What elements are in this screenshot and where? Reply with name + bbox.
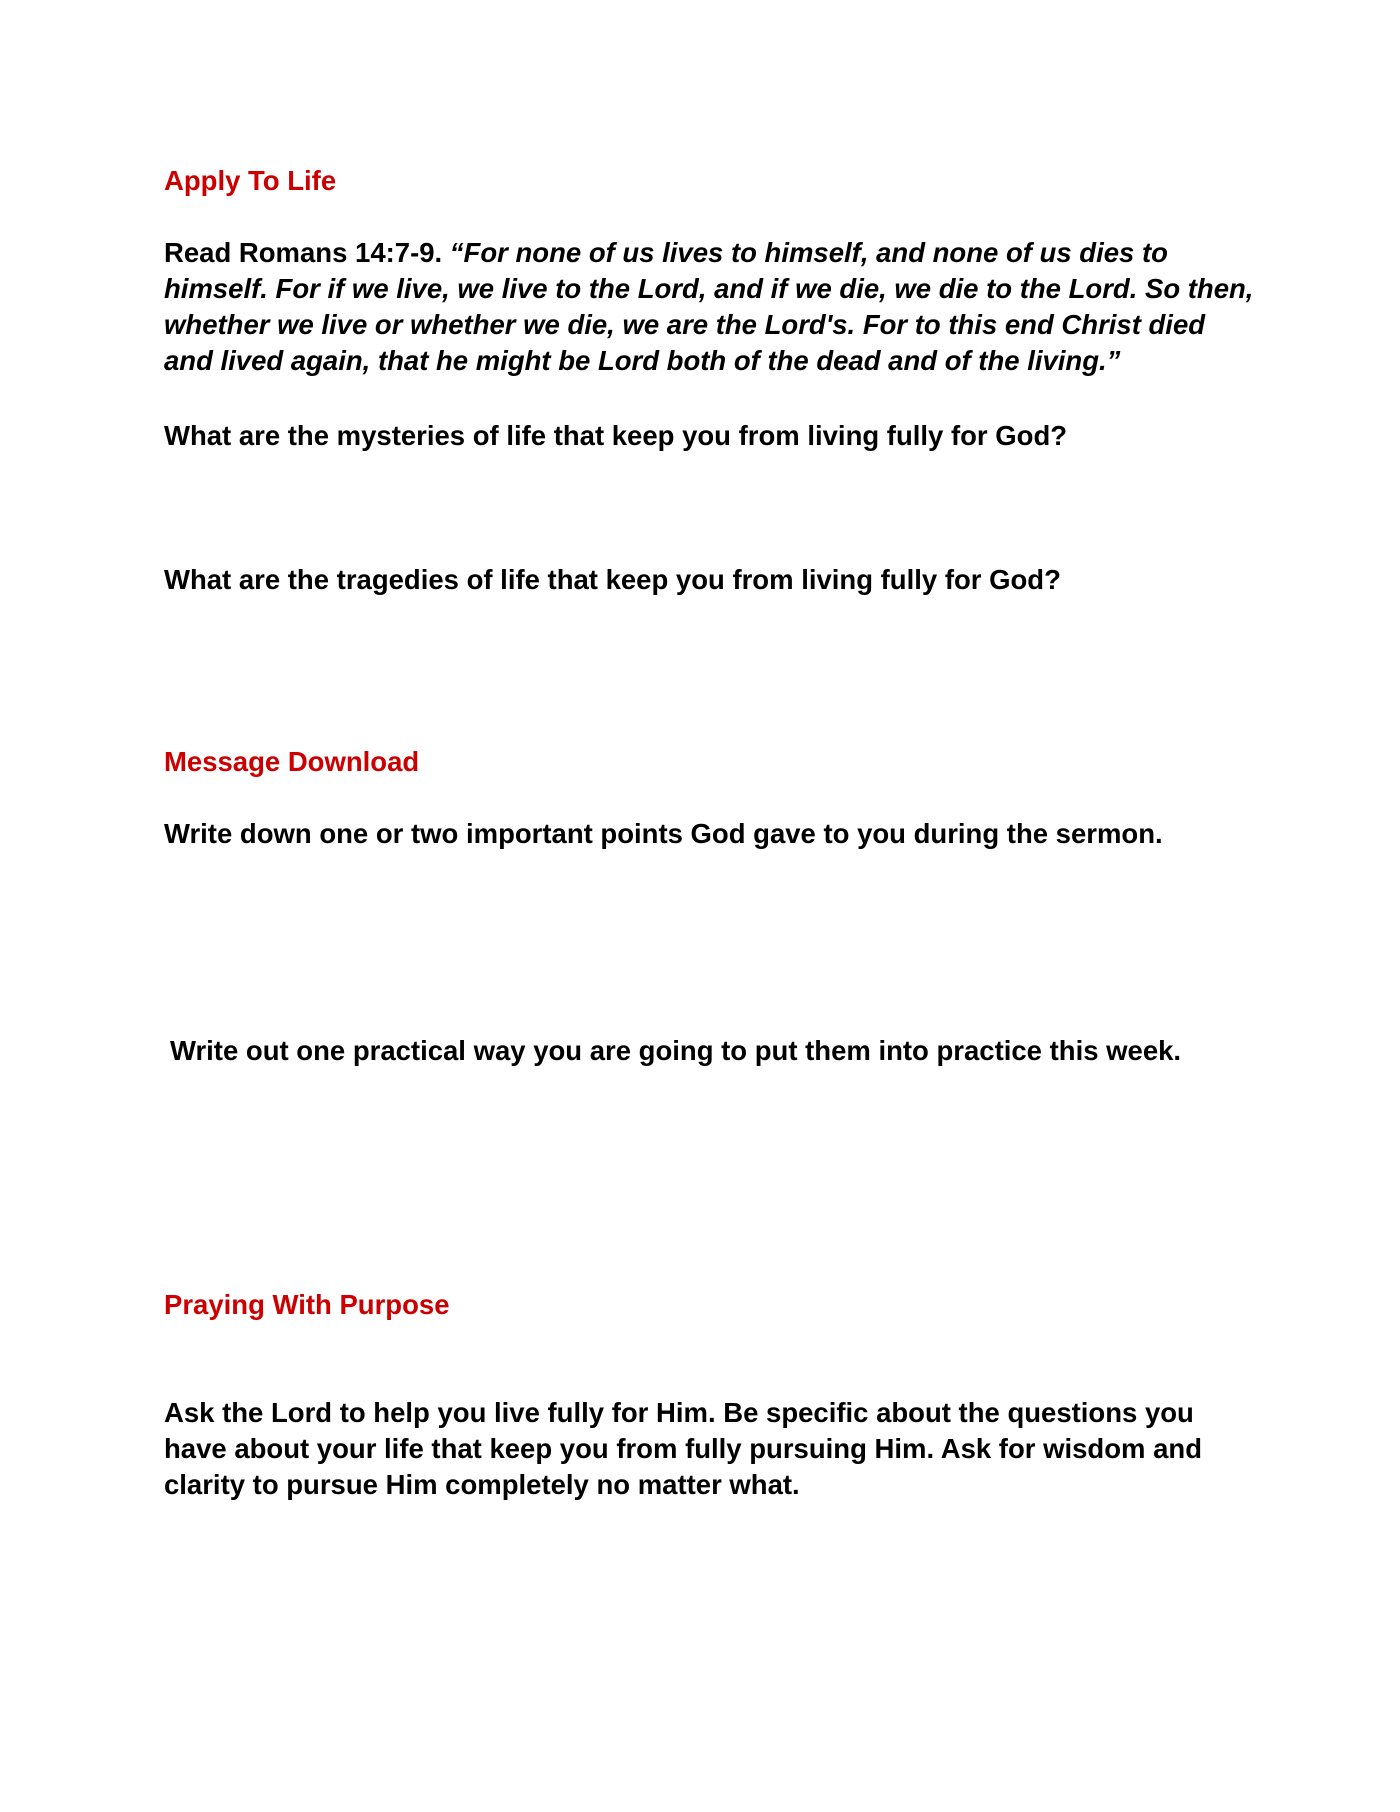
prayer-guidance-text: Ask the Lord to help you live fully for Him. Be specific about the questions you have about your life that keep you from fully pursuing Him. Ask for wisdom and clarity to pursue Him completely no matter what. (164, 1397, 1203, 1500)
section-heading-apply-to-life: Apply To Life (164, 165, 337, 196)
prompt-practical-way: Write out one practical way you are going to put them into practice this week. (170, 1035, 1182, 1066)
prompt-important-points: Write down one or two important points God gave to you during the sermon. (164, 818, 1163, 849)
scripture-verse-text: “For none of us lives to himself, and none of us dies to himself. For if we live, we live to the Lord, and if we die, we die to the Lord. So then, whether we live or whether we die, we are the Lord's. For to this end Christ died and lived again, that he might be Lord both of the dead and of the living.” (164, 237, 1254, 376)
question-tragedies-of-life: What are the tragedies of life that keep you from living fully for God? (164, 564, 1061, 595)
section-heading-praying-with-purpose: Praying With Purpose (164, 1289, 450, 1320)
question-mysteries-of-life: What are the mysteries of life that keep you from living fully for God? (164, 420, 1068, 451)
scripture-reference: Read Romans 14:7-9. (164, 237, 450, 268)
scripture-passage (164, 235, 1254, 379)
section-heading-message-download: Message Download (164, 746, 420, 777)
